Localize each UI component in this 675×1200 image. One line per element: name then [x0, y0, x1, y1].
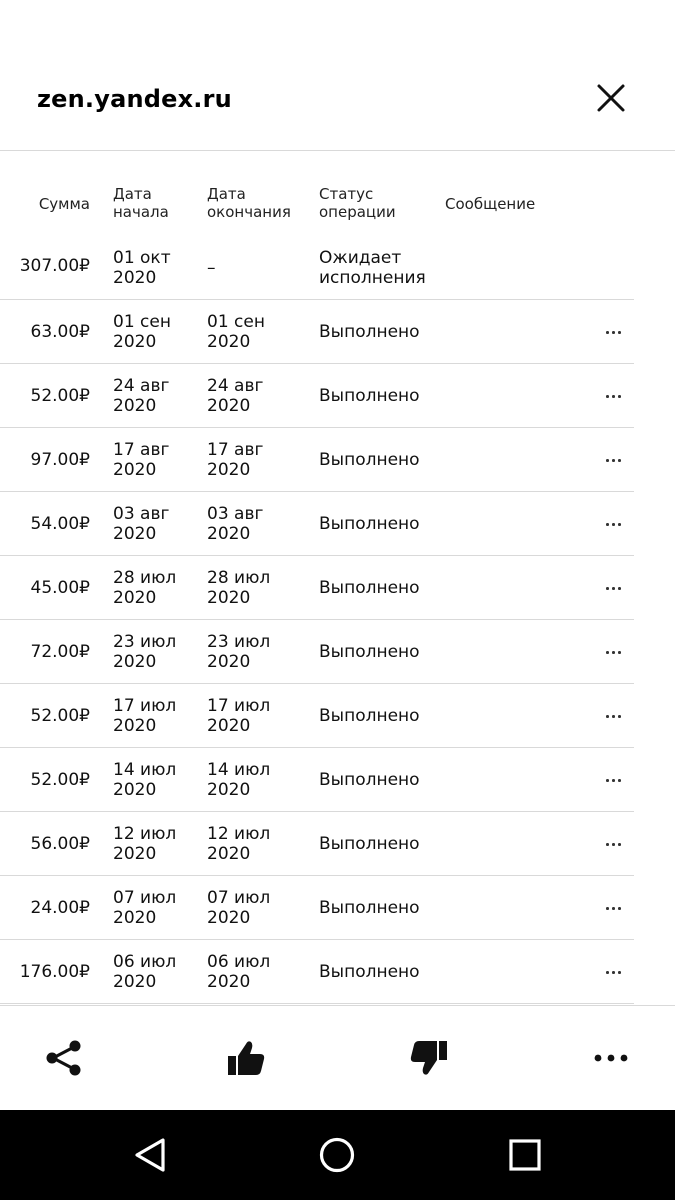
system-navigation-bar: [0, 1110, 675, 1200]
cell-end-date-day: 28 июл: [207, 568, 271, 588]
cell-end-date-day: 12 июл: [207, 824, 271, 844]
cell-start-date-year: 2020: [113, 716, 157, 736]
cell-status: [319, 642, 439, 662]
cell-end-date-year: 2020: [207, 972, 251, 992]
cell-start-date-day: 12 июл: [113, 824, 177, 844]
cell-end-date: [207, 376, 297, 416]
cell-end-date: [207, 824, 297, 864]
more-horizontal-icon: [600, 512, 626, 536]
table-row[interactable]: [0, 748, 634, 812]
cell-start-date-year: 2020: [113, 524, 157, 544]
cell-end-date: [207, 760, 297, 800]
table-row[interactable]: [0, 556, 634, 620]
cell-end-date: [207, 568, 297, 608]
cell-start-date-year: 2020: [113, 908, 157, 928]
cell-start-date-day: 06 июл: [113, 952, 177, 972]
close-icon: [591, 78, 631, 118]
cell-start-date: [113, 504, 193, 544]
table-row[interactable]: [0, 364, 634, 428]
cell-start-date-day: 03 авг: [113, 504, 170, 524]
cell-end-date: [207, 258, 297, 278]
cell-start-date: [113, 568, 193, 608]
cell-start-date-year: 2020: [113, 652, 157, 672]
like-button[interactable]: [224, 1036, 268, 1080]
cell-start-date: [113, 696, 193, 736]
row-more-button[interactable]: [600, 704, 626, 728]
cell-start-date-day: 14 июл: [113, 760, 177, 780]
cell-status-line1: Выполнено: [319, 450, 420, 470]
cell-status-line1: Выполнено: [319, 578, 420, 598]
cell-start-date-year: 2020: [113, 460, 157, 480]
table-row[interactable]: [0, 812, 634, 876]
recents-square-icon: [505, 1135, 545, 1175]
cell-status: [319, 770, 439, 790]
cell-end-date-year: 2020: [207, 780, 251, 800]
cell-start-date-day: 28 июл: [113, 568, 177, 588]
cell-end-date: [207, 632, 297, 672]
cell-amount: 54.00₽: [30, 514, 90, 534]
cell-start-date-year: 2020: [113, 780, 157, 800]
cell-end-date-year: 2020: [207, 908, 251, 928]
cell-status: [319, 578, 439, 598]
cell-start-date: [113, 376, 193, 416]
cell-end-date-day: 06 июл: [207, 952, 271, 972]
cell-start-date: [113, 760, 193, 800]
cell-start-date-year: 2020: [113, 588, 157, 608]
cell-end-date: [207, 888, 297, 928]
more-horizontal-icon: [600, 320, 626, 344]
row-more-button[interactable]: [600, 960, 626, 984]
cell-status: [319, 386, 439, 406]
more-horizontal-icon: [600, 832, 626, 856]
table-row[interactable]: [0, 876, 634, 940]
column-header-status-line1: Статус: [319, 185, 374, 203]
row-more-button[interactable]: [600, 512, 626, 536]
more-horizontal-icon: [600, 704, 626, 728]
cell-end-date: [207, 696, 297, 736]
share-icon: [42, 1036, 86, 1080]
column-header-status-line2: операции: [319, 203, 396, 221]
close-button[interactable]: [591, 78, 631, 118]
cell-status-line1: Выполнено: [319, 962, 420, 982]
more-horizontal-icon: [600, 448, 626, 472]
cell-start-date: [113, 888, 193, 928]
cell-end-date-day: –: [207, 258, 216, 278]
cell-start-date: [113, 632, 193, 672]
cell-status-line1: Выполнено: [319, 898, 420, 918]
cell-status: [319, 706, 439, 726]
cell-status: [319, 898, 439, 918]
cell-end-date-year: 2020: [207, 396, 251, 416]
cell-end-date-day: 17 авг: [207, 440, 264, 460]
cell-end-date: [207, 504, 297, 544]
cell-end-date-year: 2020: [207, 332, 251, 352]
cell-end-date: [207, 952, 297, 992]
table-row[interactable]: [0, 300, 634, 364]
more-horizontal-icon: [600, 896, 626, 920]
cell-status: [319, 962, 439, 982]
cell-status: [319, 322, 439, 342]
row-more-button[interactable]: [600, 320, 626, 344]
share-button[interactable]: [42, 1036, 86, 1080]
more-horizontal-icon: [600, 768, 626, 792]
cell-end-date: [207, 440, 297, 480]
cell-status-line1: Выполнено: [319, 514, 420, 534]
cell-amount: 52.00₽: [30, 706, 90, 726]
cell-end-date-day: 24 авг: [207, 376, 264, 396]
cell-start-date-day: 24 авг: [113, 376, 170, 396]
cell-start-date: [113, 440, 193, 480]
cell-status-line1: Выполнено: [319, 642, 420, 662]
cell-status: [319, 248, 439, 288]
cell-start-date-year: 2020: [113, 972, 157, 992]
cell-status-line1: Выполнено: [319, 706, 420, 726]
row-more-button[interactable]: [600, 576, 626, 600]
thumbs-down-icon: [407, 1036, 451, 1080]
cell-status-line1: Ожидает: [319, 248, 402, 268]
home-button[interactable]: [317, 1135, 357, 1175]
cell-start-date: [113, 824, 193, 864]
back-triangle-icon: [130, 1135, 170, 1175]
transactions-table[interactable]: [0, 151, 675, 1006]
cell-end-date-year: 2020: [207, 588, 251, 608]
column-header-start-date-line2: начала: [113, 203, 169, 221]
column-header-amount: Сумма: [38, 195, 90, 213]
cell-start-date-day: 17 авг: [113, 440, 170, 460]
cell-start-date-day: 07 июл: [113, 888, 177, 908]
recents-button[interactable]: [505, 1135, 545, 1175]
table-row[interactable]: [0, 620, 634, 684]
cell-end-date: [207, 312, 297, 352]
row-more-button[interactable]: [600, 640, 626, 664]
row-more-button[interactable]: [600, 768, 626, 792]
cell-start-date: [113, 312, 193, 352]
cell-status-line1: Выполнено: [319, 322, 420, 342]
more-horizontal-icon: [600, 640, 626, 664]
table-row[interactable]: [0, 492, 634, 556]
cell-start-date-day: 01 окт: [113, 248, 171, 268]
table-row[interactable]: [0, 428, 634, 492]
table-row[interactable]: [0, 940, 634, 1004]
cell-end-date-day: 17 июл: [207, 696, 271, 716]
page-header: [0, 0, 675, 151]
cell-amount: 24.00₽: [30, 898, 90, 918]
cell-start-date: [113, 248, 193, 288]
column-header-status: [319, 185, 419, 221]
table-header: [0, 151, 634, 236]
cell-amount: 63.00₽: [30, 322, 90, 342]
more-horizontal-icon: [600, 384, 626, 408]
cell-amount: 56.00₽: [30, 834, 90, 854]
cell-start-date-year: 2020: [113, 396, 157, 416]
row-more-button[interactable]: [600, 896, 626, 920]
column-header-start-date: [113, 185, 193, 221]
cell-start-date-day: 17 июл: [113, 696, 177, 716]
cell-start-date-day: 01 сен: [113, 312, 171, 332]
row-more-button[interactable]: [600, 384, 626, 408]
cell-amount: 72.00₽: [30, 642, 90, 662]
cell-start-date-year: 2020: [113, 844, 157, 864]
site-title: zen.yandex.ru: [37, 85, 232, 113]
cell-end-date-year: 2020: [207, 460, 251, 480]
table-row[interactable]: [0, 236, 634, 300]
cell-end-date-day: 07 июл: [207, 888, 271, 908]
back-button[interactable]: [130, 1135, 170, 1175]
cell-amount: 176.00₽: [19, 962, 90, 982]
dislike-button[interactable]: [407, 1036, 451, 1080]
cell-amount: 307.00₽: [19, 256, 90, 276]
column-header-end-date-line1: Дата: [207, 185, 246, 203]
article-action-bar: [0, 1005, 675, 1110]
column-header-end-date-line2: окончания: [207, 203, 291, 221]
cell-end-date-year: 2020: [207, 652, 251, 672]
row-more-button[interactable]: [600, 448, 626, 472]
cell-status-line1: Выполнено: [319, 770, 420, 790]
more-horizontal-icon: [600, 576, 626, 600]
cell-amount: 97.00₽: [30, 450, 90, 470]
cell-end-date-day: 23 июл: [207, 632, 271, 652]
row-more-button[interactable]: [600, 832, 626, 856]
table-row[interactable]: [0, 684, 634, 748]
cell-amount: 52.00₽: [30, 386, 90, 406]
cell-end-date-year: 2020: [207, 716, 251, 736]
cell-amount: 52.00₽: [30, 770, 90, 790]
cell-status: [319, 450, 439, 470]
column-header-end-date: [207, 185, 297, 221]
home-circle-icon: [317, 1135, 357, 1175]
more-actions-button[interactable]: [590, 1036, 634, 1080]
column-header-start-date-line1: Дата: [113, 185, 152, 203]
cell-end-date-day: 01 сен: [207, 312, 265, 332]
cell-start-date-year: 2020: [113, 268, 157, 288]
more-horizontal-icon: [600, 960, 626, 984]
cell-start-date: [113, 952, 193, 992]
cell-status-line1: Выполнено: [319, 386, 420, 406]
cell-start-date-year: 2020: [113, 332, 157, 352]
more-horizontal-icon: [590, 1036, 634, 1080]
cell-status-line2: исполнения: [319, 268, 426, 288]
cell-end-date-year: 2020: [207, 524, 251, 544]
cell-status: [319, 834, 439, 854]
column-header-message: Сообщение: [445, 195, 536, 213]
cell-end-date-day: 03 авг: [207, 504, 264, 524]
cell-start-date-day: 23 июл: [113, 632, 177, 652]
cell-amount: 45.00₽: [30, 578, 90, 598]
cell-status-line1: Выполнено: [319, 834, 420, 854]
cell-end-date-year: 2020: [207, 844, 251, 864]
cell-status: [319, 514, 439, 534]
thumbs-up-icon: [224, 1036, 268, 1080]
cell-end-date-day: 14 июл: [207, 760, 271, 780]
